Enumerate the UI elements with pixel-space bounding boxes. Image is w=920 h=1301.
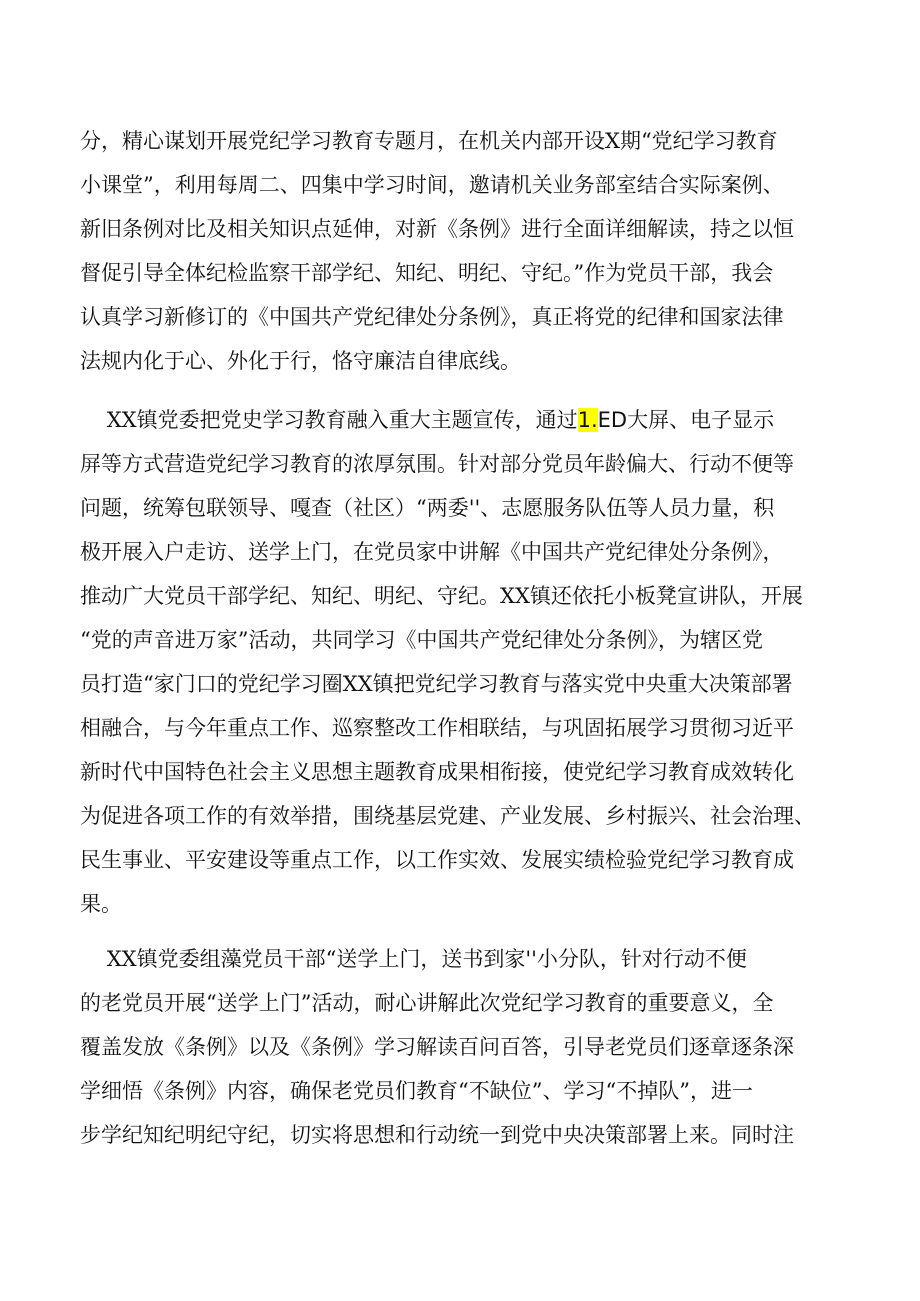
text-line: 分，精心谋划开展党纪学习教育专题月，在机关内部开设X期“党纪学习教育: [80, 129, 778, 153]
highlighted-text: 1.: [577, 408, 598, 432]
paragraph-2: [80, 398, 860, 926]
text-line: 相融合，与今年重点工作、巡察整改工作相联结，与巩固拓展学习贯彻习近平: [80, 716, 794, 740]
text-line: XX镇党委组藻党员干部“送学上门，送书到家''小分队，针对行动不便: [80, 947, 747, 971]
text-line: 法规内化于心、外化于行，恪守廉洁自律底线。: [80, 349, 521, 373]
text-line: 学细悟《条例》内容，确保老党员们教育“不缺位”、学习“不掉队”，进一: [80, 1079, 753, 1103]
text-line: 认真学习新修订的《中国共产党纪律处分条例》，真正将党的纪律和国家法律: [80, 305, 784, 329]
text-line: 极开展入户走访、送学上门，在党员家中讲解《中国共产党纪律处分条例》，: [80, 540, 784, 564]
text-line: “党的声音进万家”活动，共同学习《中国共产党纪律处分条例》，为辖区党: [80, 628, 763, 652]
text-line: 新时代中国特色社会主义思想主题教育成果相衔接，使党纪学习教育成效转化: [80, 760, 794, 784]
text-segment: ED大屏、电子显示: [597, 408, 775, 432]
text-line: 果。: [80, 892, 122, 916]
paragraph-3: [80, 937, 860, 1157]
text-line: 问题，统筹包联领导、嘎查（社区）“两委''、志愿服务队伍等人员力量，积: [80, 496, 775, 520]
paragraph-1: [80, 119, 860, 383]
text-line: 的老党员开展“送学上门”活动，耐心讲解此次党纪学习教育的重要意义，全: [80, 991, 774, 1015]
text-line: 覆盖发放《条例》以及《条例》学习解读百问百答，引导老党员们逐章逐条深: [80, 1035, 794, 1059]
text-line: 督促引导全体纪检监察干部学纪、知纪、明纪、守纪。”作为党员干部，我会: [80, 261, 774, 285]
text-line: 小课堂”，利用每周二、四集中学习时间，邀请机关业务部室结合实际案例、: [80, 173, 784, 197]
text-line: 推动广大党员干部学纪、知纪、明纪、守纪。XX镇还依托小板凳宣讲队，开展: [80, 584, 803, 608]
text-line: 步学纪知纪明纪守纪，切实将思想和行动统一到党中央决策部署上来。同时注: [80, 1123, 794, 1147]
text-line: 屏等方式营造党纪学习教育的浓厚氛围。针对部分党员年龄偏大、行动不便等: [80, 452, 794, 476]
text-line-first: [80, 398, 860, 442]
text-line: 为促进各项工作的有效举措，围绕基层党建、产业发展、乡村振兴、社会治理、: [80, 804, 815, 828]
text-line: 民生事业、平安建设等重点工作，以工作实效、发展实绩检验党纪学习教育成: [80, 848, 794, 872]
text-line: 新旧条例对比及相关知识点延伸，对新《条例》进行全面详细解读，持之以恒: [80, 217, 794, 241]
text-segment: XX镇党委把党史学习教育融入重大主题宣传，通过: [80, 408, 578, 432]
text-line: 员打造“家门口的党纪学习圈XX镇把党纪学习教育与落实党中央重大决策部署: [80, 672, 793, 696]
